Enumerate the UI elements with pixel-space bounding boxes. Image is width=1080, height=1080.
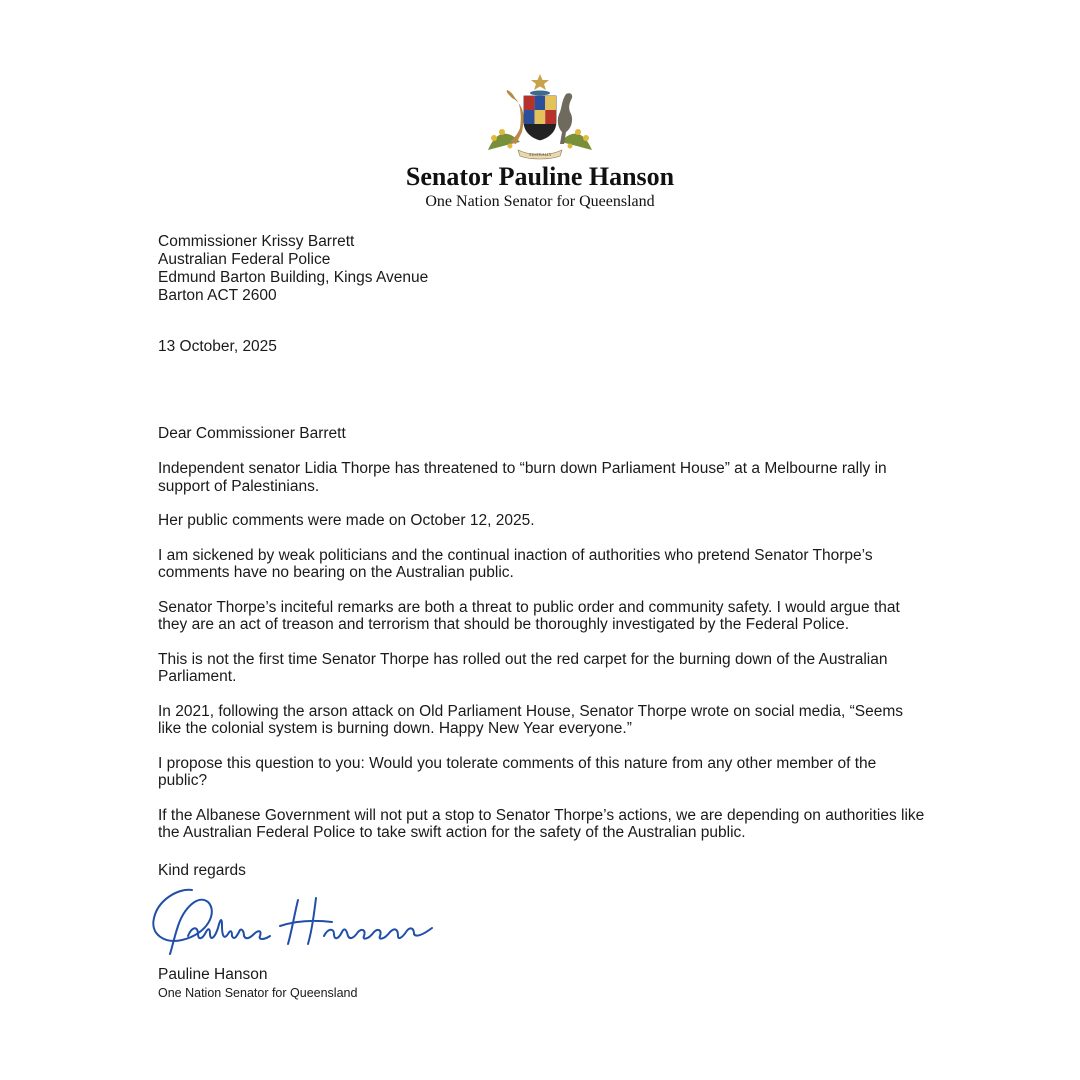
letter-body bbox=[158, 460, 928, 859]
body-paragraph: This is not the first time Senator Thorpe has rolled out the red carpet for the burning down of the Australian Parliament. bbox=[158, 650, 888, 685]
body-paragraph: Her public comments were made on October 12, 2025. bbox=[158, 512, 535, 529]
recipient-line: Edmund Barton Building, Kings Avenue bbox=[158, 269, 429, 286]
crest-scroll-text: AUSTRALIA bbox=[528, 152, 552, 157]
letter-date: 13 October, 2025 bbox=[158, 338, 277, 355]
body-paragraph: Independent senator Lidia Thorpe has threatened to “burn down Parliament House” at a Melbourne rally in support of Palestinians. bbox=[158, 460, 887, 495]
body-paragraph: In 2021, following the arson attack on Old Parliament House, Senator Thorpe wrote on social media, “Seems like the colonial system is burning down. Happy New Year everyone.” bbox=[158, 702, 903, 737]
signatory-name: Pauline Hanson bbox=[158, 966, 268, 983]
recipient-line: Barton ACT 2600 bbox=[158, 287, 277, 304]
recipient-line: Commissioner Krissy Barrett bbox=[158, 233, 355, 250]
sender-name: Senator Pauline Hanson bbox=[405, 162, 675, 191]
recipient-address bbox=[158, 233, 428, 305]
coat-of-arms bbox=[480, 72, 600, 164]
signature-icon bbox=[148, 882, 448, 964]
closing: Kind regards bbox=[158, 862, 246, 879]
handwritten-signature bbox=[148, 882, 448, 964]
salutation: Dear Commissioner Barrett bbox=[158, 425, 346, 442]
sender-title: One Nation Senator for Queensland bbox=[425, 193, 655, 210]
body-paragraph: I propose this question to you: Would you tolerate comments of this nature from any other member of the public? bbox=[158, 754, 877, 789]
recipient-line: Australian Federal Police bbox=[158, 251, 331, 268]
signatory-title: One Nation Senator for Queensland bbox=[158, 986, 358, 1000]
body-paragraph: I am sickened by weak politicians and the continual inaction of authorities who pretend Senator Thorpe’s comments have no bearing on the Australian public. bbox=[158, 546, 873, 581]
coat-of-arms-icon bbox=[480, 72, 600, 164]
body-paragraph: If the Albanese Government will not put a stop to Senator Thorpe’s actions, we are depending on authorities like the Australian Federal Police to take swift action for the safety of the Australian public. bbox=[158, 806, 925, 841]
body-paragraph: Senator Thorpe’s inciteful remarks are both a threat to public order and community safety. I would argue that they are an act of treason and terrorism that should be thoroughly investigated by the Federal Police. bbox=[158, 598, 900, 633]
